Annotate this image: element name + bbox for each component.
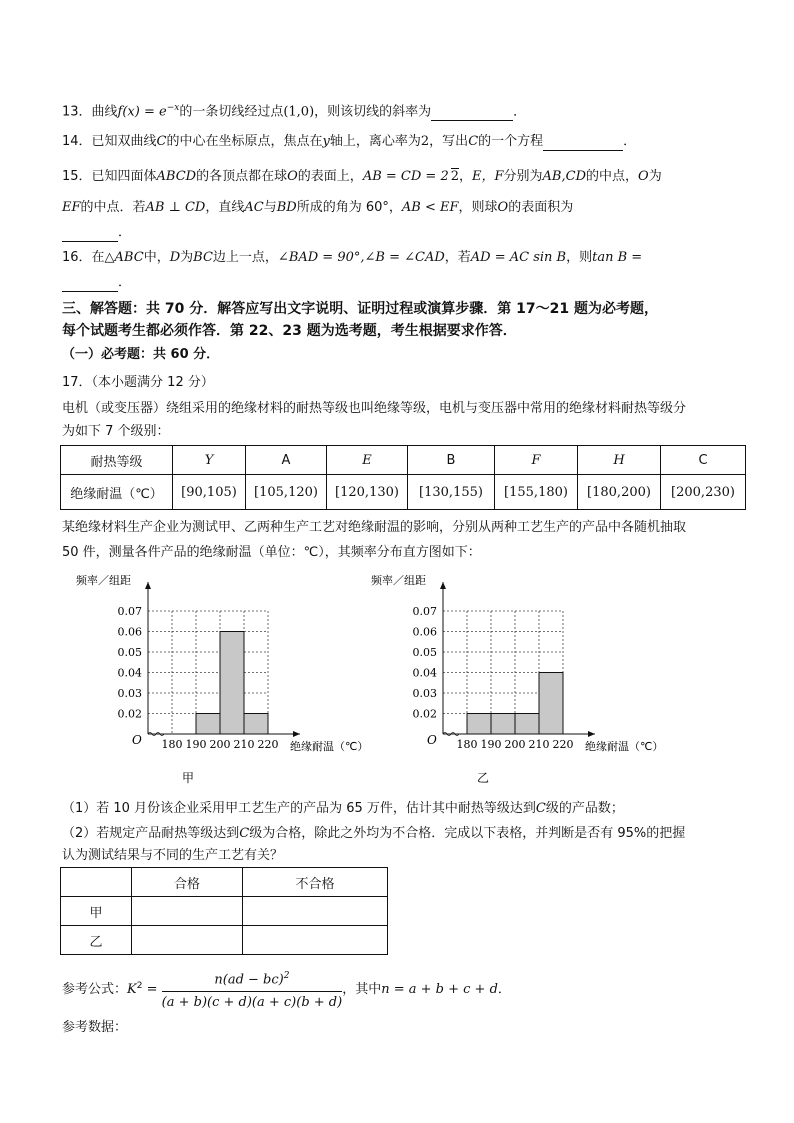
y-axis-arrow [440, 582, 446, 589]
q17-paragraph-1: 电机（或变压器）绕组采用的绝缘材料的耐热等级也叫绝缘等级，电机与变压器中常用的绝缘材料耐热等级分 [62, 401, 687, 416]
grade-table-header [61, 446, 746, 475]
q16-text: 边上一点， [212, 250, 278, 265]
y-tick-label: 0.07 [412, 605, 437, 618]
table-cell: 耐热等级 [61, 446, 173, 475]
histogram-jia [60, 570, 390, 785]
table-cell: [180,200) [578, 475, 661, 510]
histogram-yi [355, 570, 685, 785]
y-tick-label: 0.04 [117, 666, 142, 680]
q17-sub2-text: 级为合格，除此之外均为不合格．完成以下表格，并判断是否有 95%的把握 [249, 826, 686, 841]
q13-end: ． [513, 104, 527, 120]
y-tick-label: 0.04 [412, 666, 437, 680]
origin-label: O [427, 733, 437, 747]
q15-end: ． [118, 225, 132, 240]
q15-text: 所成的角为 60°， [296, 200, 402, 215]
table-cell: E [327, 446, 408, 475]
pass-table-row [61, 897, 388, 926]
q14-text-b: 的中心在坐标原点，焦点在 [166, 134, 323, 149]
q15-text: ，则球 [458, 200, 498, 215]
table-cell: [105,120) [246, 475, 327, 510]
q15-text: 分别为 [503, 169, 543, 184]
question-14 [62, 133, 636, 151]
q15-segment-ef: EF [62, 200, 81, 215]
formula-label: 参考公式： [62, 982, 128, 998]
q14-end: ． [623, 134, 637, 149]
histogram-bar [244, 714, 268, 735]
q17-sub2-grade: C [239, 826, 250, 841]
y-axis-label: 频率／组距 [371, 574, 426, 587]
table-cell-input[interactable] [243, 926, 388, 955]
section-3-heading: 三、解答题：共 70 分．解答应写出文字说明、证明过程或演算步骤．第 17～21 题为必考题， [62, 301, 658, 317]
y-tick-label: 0.07 [117, 605, 142, 618]
origin-label: O [132, 733, 142, 747]
q15-segments: AB,CD [542, 169, 586, 184]
q15-text: 15．已知四面体 [62, 169, 157, 184]
formula-n: n = a + b + c + d [381, 982, 498, 998]
y-tick-label: 0.03 [412, 687, 437, 700]
table-cell: [90,105) [173, 475, 246, 510]
x-axis-label: 绝缘耐温（℃） [290, 740, 369, 753]
q17-sub2-line2: 认为测试结果与不同的生产工艺有关？ [62, 848, 284, 863]
y-tick-label: 0.02 [117, 707, 142, 721]
x-tick-label: 190 [185, 738, 207, 751]
table-cell: [200,230) [661, 475, 746, 510]
q15-var-o: O [638, 169, 649, 184]
x-tick-label: 200 [209, 738, 231, 751]
sqrt-2: 2 [450, 169, 459, 184]
chart-caption: 甲 [181, 771, 195, 785]
x-tick-label: 220 [257, 738, 279, 751]
q14-answer-blank[interactable] [543, 137, 623, 151]
x-axis-label: 绝缘耐温（℃） [585, 740, 664, 753]
table-cell-input[interactable] [132, 897, 243, 926]
formula-k: K [127, 982, 137, 998]
y-axis-arrow [145, 582, 151, 589]
formula-denominator: (a + b)(c + d)(a + c)(b + d) [161, 995, 343, 1011]
table-cell: F [495, 446, 578, 475]
q14-text-c: 轴上，离心率为 [329, 134, 421, 149]
q15-inequality: AB < EF [401, 200, 459, 215]
q13-function: f(x) = e [117, 104, 167, 120]
question-16-line1 [62, 249, 642, 267]
x-tick-label: 200 [504, 738, 526, 751]
table-cell: 甲 [61, 897, 132, 926]
question-15-line2 [62, 199, 573, 217]
q14-var-c: C [156, 134, 167, 149]
x-tick-label: 210 [233, 738, 255, 751]
q13-point: (1,0) [283, 104, 315, 120]
q16-end: ． [118, 275, 132, 290]
q16-answer-blank[interactable] [62, 278, 118, 292]
reference-data-label: 参考数据： [62, 1020, 128, 1035]
x-axis-arrow [588, 731, 595, 737]
q16-side-bc: BC [193, 250, 213, 265]
q17-sub2-text: （2）若规定产品耐热等级达到 [62, 826, 240, 841]
q17-sub2 [62, 825, 685, 843]
q17-heading: 17．（本小题满分 12 分） [62, 375, 214, 390]
table-cell: [130,155) [408, 475, 495, 510]
q15-perp: AB ⊥ CD [145, 200, 206, 215]
q16-text: 中， [143, 250, 170, 265]
reference-formula: 参考公式：$K^2$ = $\frac{n(ad - bc)^2}{(a + b)(c + d)(a + c)(b + d)}$ ，其中n = a + b + c + d． [62, 966, 511, 1013]
q14-text-e: 的一个方程 [478, 134, 544, 149]
q15-text: 为 [648, 169, 662, 184]
x-tick-label: 180 [161, 738, 183, 751]
q13-answer-blank[interactable] [431, 107, 513, 121]
table-cell: H [578, 446, 661, 475]
x-tick-label: 220 [552, 738, 574, 751]
pass-table-row [61, 926, 388, 955]
q17-sub1 [62, 800, 624, 818]
table-cell: [155,180) [495, 475, 578, 510]
section-3-heading-line2: 每个试题考生都必须作答．第 22、23 题为选考题，考生根据要求作答． [62, 323, 517, 339]
q13-text-suffix: ，则该切线的斜率为 [314, 104, 432, 120]
y-tick-label: 0.05 [412, 646, 437, 659]
q15-answer-blank[interactable] [62, 228, 118, 242]
q16-tanb: tan B = [592, 250, 643, 265]
y-tick-label: 0.03 [117, 687, 142, 700]
table-cell: 绝缘耐温（℃） [61, 475, 173, 510]
table-cell: B [408, 446, 495, 475]
q17-sub1-text: 级的产品数； [545, 801, 624, 816]
q15-tetra: ABCD [156, 169, 197, 184]
q15-text: 的中点， [586, 169, 639, 184]
q14-var-y: y [322, 134, 330, 149]
table-cell: Y [173, 446, 246, 475]
q15-text: 与 [263, 200, 277, 215]
table-cell: 不合格 [243, 868, 388, 897]
q16-condition2: AD = AC sin B [470, 250, 567, 265]
table-cell: 乙 [61, 926, 132, 955]
q15-line-bd: BD [276, 200, 297, 215]
formula-end: ． [497, 982, 511, 998]
table-cell: A [246, 446, 327, 475]
table-cell-input[interactable] [243, 897, 388, 926]
q16-var-d: D [169, 250, 181, 265]
q15-line-ac: AC [244, 200, 264, 215]
q15-text: ，直线 [205, 200, 245, 215]
q16-text: ，则 [566, 250, 593, 265]
q17-paragraph-3: 某绝缘材料生产企业为测试甲、乙两种生产工艺对绝缘耐温的影响，分别从两种工艺生产的产品中各随机抽取 [62, 520, 687, 535]
x-tick-label: 190 [480, 738, 502, 751]
histogram-bar [515, 714, 539, 735]
q15-text: 的表面积为 [508, 200, 574, 215]
q14-var-c2: C [468, 134, 479, 149]
x-axis-arrow [293, 731, 300, 737]
formula-fraction: $\frac{n(ad - bc)^2}{(a + b)(c + d)(a + c)(b + d)}$ [162, 966, 343, 1013]
q17-paragraph-4: 50 件，测量各件产品的绝缘耐温（单位：℃），其频率分布直方图如下： [62, 545, 481, 560]
q15-equation: AB = CD = 2 [362, 169, 449, 184]
table-cell-input[interactable] [132, 926, 243, 955]
pass-table [60, 867, 388, 955]
table-cell: 合格 [132, 868, 243, 897]
grade-table [60, 445, 746, 510]
q14-eccentricity: 2 [420, 134, 430, 149]
question-16-line2 [62, 274, 131, 292]
q13-text: 13．曲线 [62, 104, 118, 120]
x-tick-label: 180 [456, 738, 478, 751]
q16-triangle: △ABC [104, 250, 144, 265]
q16-text: 为 [180, 250, 194, 265]
q13-exponent: −x [166, 103, 180, 113]
y-tick-label: 0.02 [412, 707, 437, 721]
table-cell: C [661, 446, 746, 475]
y-axis-label: 频率／组距 [76, 574, 131, 587]
q16-condition: ∠BAD = 90°,∠B = ∠CAD [277, 250, 445, 265]
q15-text: 的各顶点都在球 [196, 169, 288, 184]
y-tick-label: 0.05 [117, 646, 142, 659]
table-cell: [120,130) [327, 475, 408, 510]
y-tick-label: 0.06 [412, 625, 437, 639]
q17-paragraph-2: 为如下 7 个级别： [62, 424, 170, 439]
histogram-bar [196, 714, 220, 735]
chart-caption: 乙 [476, 771, 490, 785]
histogram-bar [220, 632, 244, 735]
q17-sub1-grade: C [535, 801, 546, 816]
table-cell [61, 868, 132, 897]
q13-text-mid: 的一条切线经过点 [179, 104, 284, 120]
histogram-bar [491, 714, 515, 735]
x-tick-label: 210 [528, 738, 550, 751]
formula-numerator: n(ad − bc) [214, 972, 284, 988]
question-13 [62, 99, 526, 121]
section-3-subheading: （一）必考题：共 60 分． [62, 347, 220, 362]
formula-text: ，其中 [342, 982, 382, 998]
grade-table-row [61, 475, 746, 510]
q14-text-d: ，写出 [429, 134, 469, 149]
q15-var-o: O [287, 169, 298, 184]
q15-points: E，F [472, 169, 504, 184]
q15-text: ， [459, 169, 473, 184]
q15-text: 的中点．若 [80, 200, 146, 215]
q17-sub1-text: （1）若 10 月份该企业采用甲工艺生产的产品为 65 万件，估计其中耐热等级达到 [62, 801, 536, 816]
pass-table-header [61, 868, 388, 897]
y-tick-label: 0.06 [117, 625, 142, 639]
question-15-line1 [62, 168, 662, 186]
q14-text-a: 14．已知双曲线 [62, 134, 157, 149]
q16-text: ，若 [444, 250, 471, 265]
q15-var-o: O [497, 200, 509, 215]
histogram-bar [539, 673, 563, 735]
q15-text: 的表面上， [297, 169, 363, 184]
question-15-line3 [62, 224, 131, 242]
histogram-bar [467, 714, 491, 735]
q16-text: 16．在 [62, 250, 105, 265]
